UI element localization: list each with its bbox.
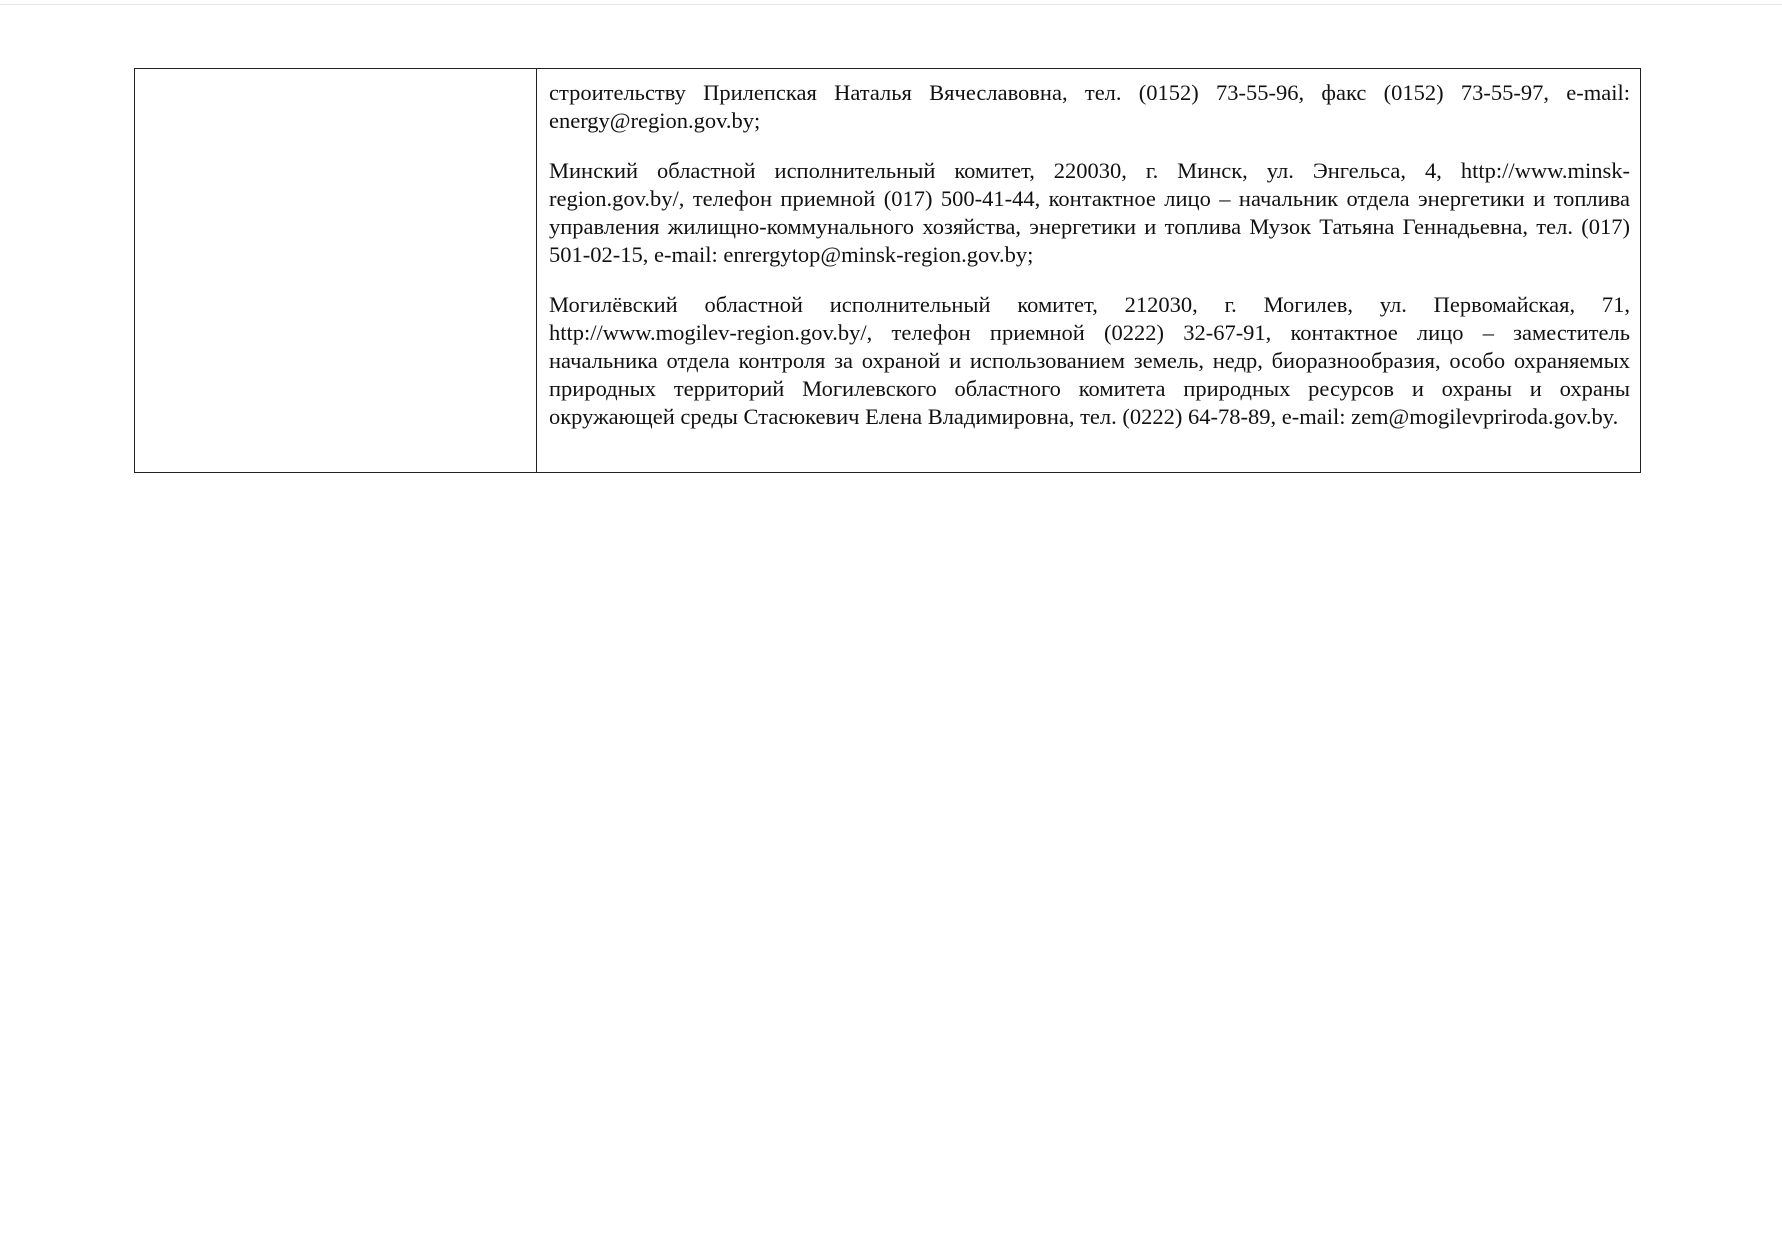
scan-edge-line	[0, 4, 1782, 5]
paragraph-mogilev-committee: Могилёвский областной исполнительный комитет, 212030, г. Могилев, ул. Первомайская, 71, http://www.mogilev-region.gov.by/, телефон приемной (0222) 32-67-91, контактное лицо – заместитель начальника отдела контроля за охраной и использованием земель, недр, биоразнообразия, особо охраняемых природных территорий Могилевского областного комитета природных ресурсов и охраны и охраны окружающей среды Стасюкевич Елена Владимировна, тел. (0222) 64-78-89, e-mail: zem@mogilevpriroda.gov.by.	[549, 292, 1630, 429]
cell-content	[537, 69, 1640, 431]
contacts-table	[134, 68, 1641, 473]
table-cell-right	[537, 69, 1641, 473]
paragraph-minsk-committee: Минский областной исполнительный комитет, 220030, г. Минск, ул. Энгельса, 4, http://www.minsk-region.gov.by/, телефон приемной (017) 500-41-44, контактное лицо – начальник отдела энергетики и топлива управления жилищно-коммунального хозяйства, энергетики и топлива Музок Татьяна Геннадьевна, тел. (017) 501-02-15, e-mail: enrergytop@minsk-region.gov.by;	[549, 158, 1630, 267]
table-cell-left	[135, 69, 537, 473]
table-row	[135, 69, 1641, 473]
paragraph-grodno-contact-tail: строительству Прилепская Наталья Вячеславовна, тел. (0152) 73-55-96, факс (0152) 73-55-97, e-mail: energy@region.gov.by;	[549, 80, 1630, 133]
